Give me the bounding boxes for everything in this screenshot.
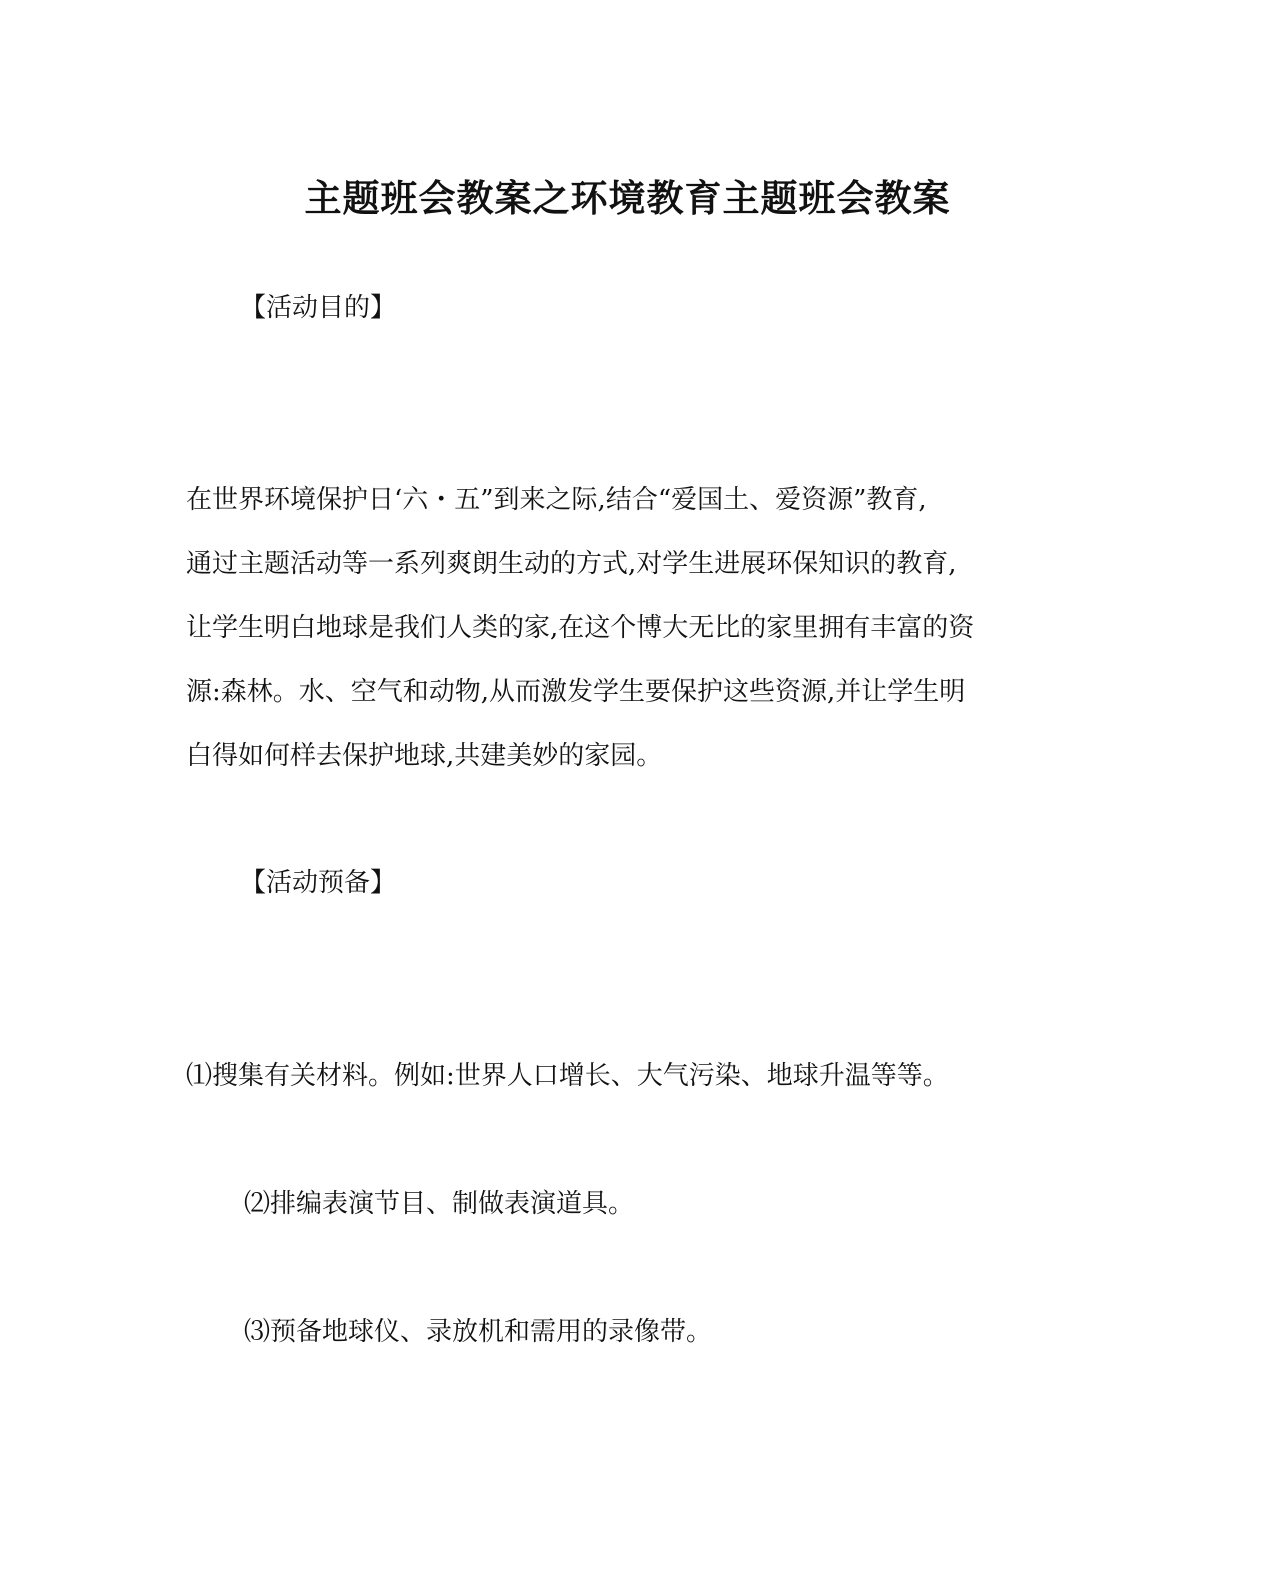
- paragraph-line: 源:森林。水、空气和动物,从而激发学生要保护这些资源,并让学生明: [186, 677, 966, 707]
- prep-item-1: ⑴搜集有关材料。例如:世界人口增长、大气污染、地球升温等等。: [186, 1061, 949, 1091]
- paragraph-line: 在世界环境保护日‘六・五”到来之际,结合“爱国土、爱资源”教育,: [186, 485, 927, 515]
- paragraph-line: 白得如何样去保护地球,共建美妙的家园。: [186, 741, 663, 771]
- section-heading-prep: 【活动预备】: [240, 868, 397, 898]
- prep-item-3: ⑶预备地球仪、录放机和需用的录像带。: [244, 1317, 713, 1347]
- prep-item-2: ⑵排编表演节目、制做表演道具。: [244, 1189, 635, 1219]
- paragraph-line: 通过主题活动等一系列爽朗生动的方式,对学生进展环保知识的教育,: [186, 549, 957, 579]
- document-title: 主题班会教案之环境教育主题班会教案: [304, 176, 951, 220]
- purpose-paragraph: [186, 468, 1076, 788]
- paragraph-line: 让学生明白地球是我们人类的家,在这个博大无比的家里拥有丰富的资: [186, 613, 975, 643]
- section-heading-purpose: 【活动目的】: [240, 293, 397, 323]
